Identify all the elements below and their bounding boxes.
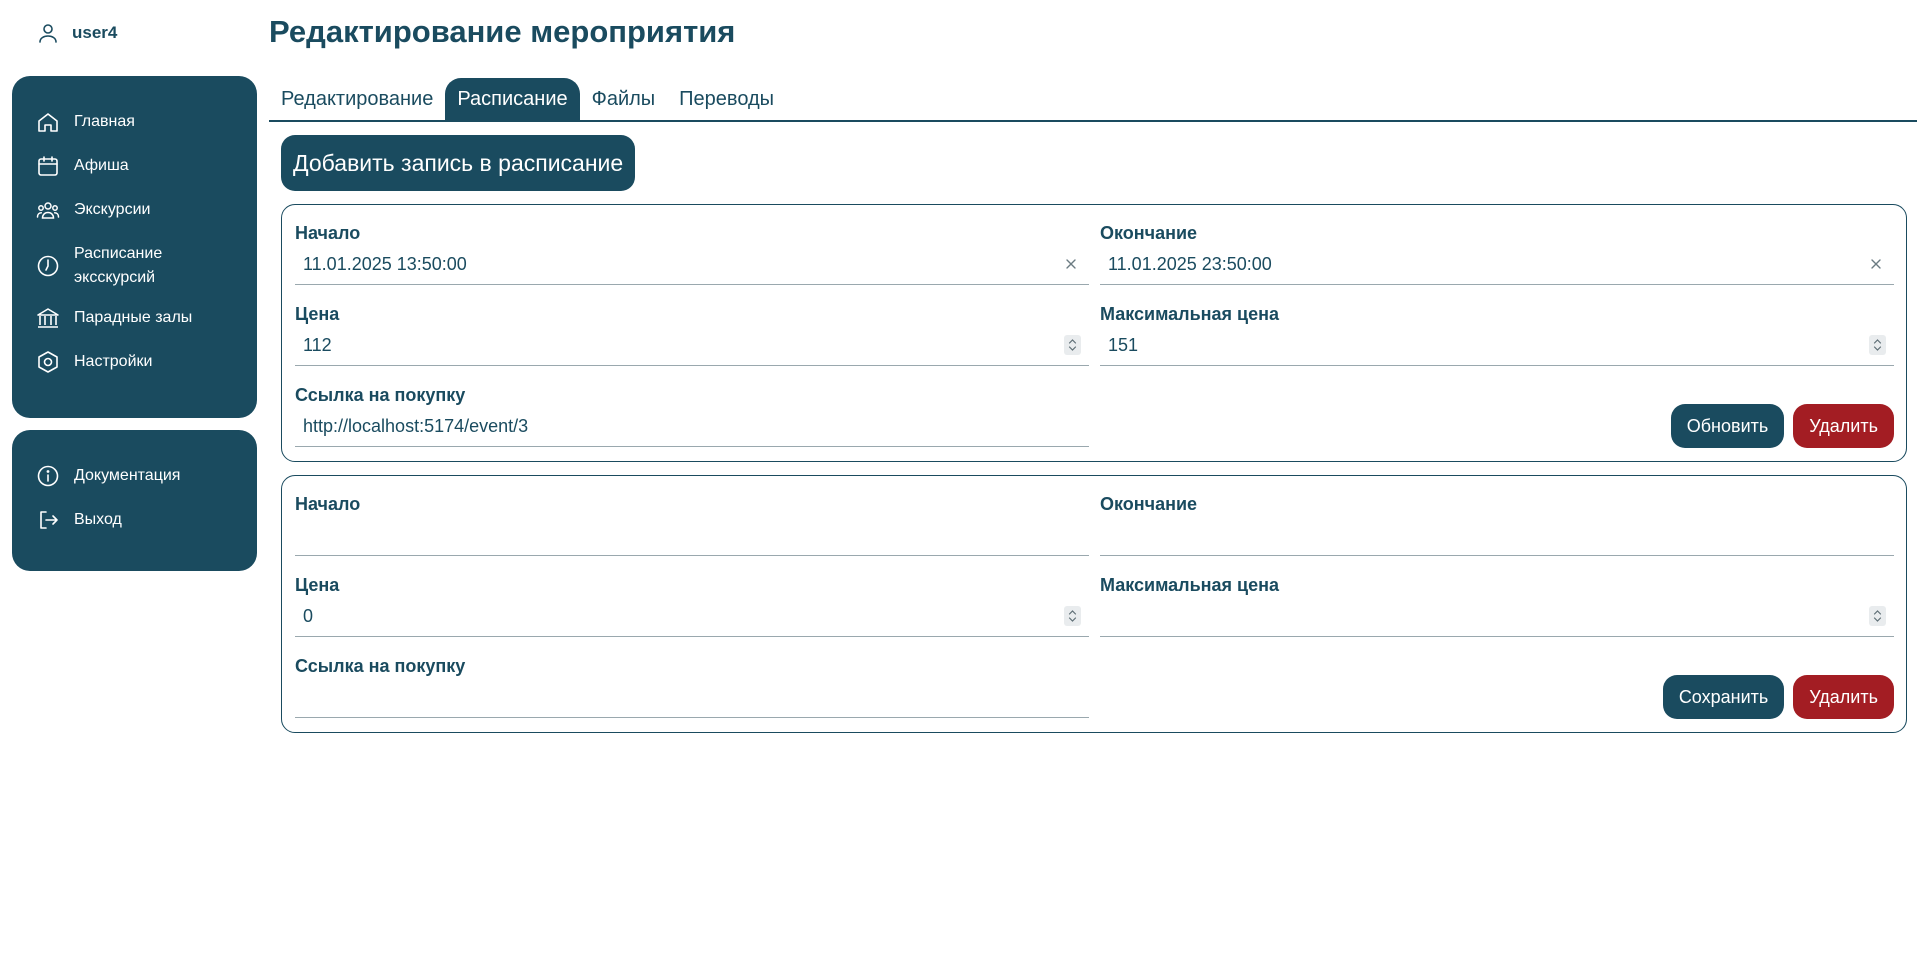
price-input[interactable]: [295, 326, 1089, 366]
clear-icon[interactable]: [1868, 256, 1884, 272]
nav-item-label: Экскурсии: [74, 201, 151, 218]
start-value: 11.01.2025 13:50:00: [303, 254, 467, 274]
group-icon: [36, 198, 60, 222]
start-input[interactable]: [295, 245, 1089, 285]
start-field: [295, 492, 1089, 556]
nav-item-excursion-schedule[interactable]: [12, 242, 257, 290]
purchase-link-input[interactable]: [295, 678, 1089, 718]
tab-files[interactable]: Файлы: [591, 87, 656, 110]
tab-bar: [269, 78, 1917, 122]
schedule-entry-card: [281, 204, 1907, 462]
end-value: 11.01.2025 23:50:00: [1108, 254, 1272, 274]
tab-translations[interactable]: Переводы: [679, 87, 775, 110]
clear-icon[interactable]: [1063, 256, 1079, 272]
purchase-link-label: Ссылка на покупку: [295, 656, 466, 676]
nav-item-halls[interactable]: [12, 306, 257, 330]
spinner-icon[interactable]: [1064, 606, 1081, 626]
nav-item-label: Настройки: [74, 353, 153, 370]
start-label: Начало: [295, 223, 361, 243]
purchase-link-field: [295, 654, 1089, 718]
spinner-icon[interactable]: [1869, 606, 1886, 626]
purchase-link-field: [295, 383, 1089, 447]
user-icon: [36, 21, 60, 45]
max-price-label: Максимальная цена: [1100, 304, 1280, 324]
nav-item-settings[interactable]: [12, 350, 257, 374]
purchase-link-value: http://localhost:5174/event/3: [303, 416, 529, 436]
price-value: 112: [303, 335, 332, 355]
main-navigation: [12, 76, 257, 418]
price-input[interactable]: [295, 597, 1089, 637]
price-label: Цена: [295, 304, 340, 324]
info-icon: [36, 464, 60, 488]
tab-edit[interactable]: Редактирование: [281, 87, 434, 110]
update-button[interactable]: Обновить: [1671, 404, 1785, 448]
spinner-icon[interactable]: [1064, 335, 1081, 355]
entry-actions: [1663, 675, 1894, 719]
user-profile[interactable]: [36, 18, 117, 48]
nav-item-afisha[interactable]: [12, 154, 257, 178]
start-input[interactable]: [295, 516, 1089, 556]
max-price-label: Максимальная цена: [1100, 575, 1280, 595]
price-field: [295, 573, 1089, 637]
clock-icon: [36, 254, 60, 278]
nav-item-label: Выход: [74, 511, 122, 528]
end-label: Окончание: [1100, 223, 1198, 243]
museum-icon: [36, 306, 60, 330]
nav-item-label: Документация: [74, 467, 181, 484]
nav-item-excursions[interactable]: [12, 198, 257, 222]
nav-item-home[interactable]: [12, 110, 257, 134]
home-icon: [36, 110, 60, 134]
end-field: [1100, 221, 1894, 285]
calendar-icon: [36, 154, 60, 178]
nav-item-label: Парадные залы: [74, 309, 193, 326]
user-name: user4: [72, 23, 118, 42]
nav-item-logout[interactable]: [12, 508, 257, 532]
save-button[interactable]: Сохранить: [1663, 675, 1784, 719]
end-input[interactable]: [1100, 516, 1894, 556]
start-field: [295, 221, 1089, 285]
end-label: Окончание: [1100, 494, 1198, 514]
start-label: Начало: [295, 494, 361, 514]
schedule-entry-card: [281, 475, 1907, 733]
settings-icon: [36, 350, 60, 374]
max-price-field: [1100, 302, 1894, 366]
purchase-link-label: Ссылка на покупку: [295, 385, 466, 405]
max-price-value: 151: [1108, 335, 1139, 355]
max-price-field: [1100, 573, 1894, 637]
delete-button[interactable]: Удалить: [1793, 675, 1894, 719]
end-input[interactable]: [1100, 245, 1894, 285]
price-field: [295, 302, 1089, 366]
page-title: Редактирование мероприятия: [269, 14, 736, 49]
nav-item-label: Расписание эксскурсий: [74, 245, 163, 286]
add-schedule-entry-button[interactable]: Добавить запись в расписание: [281, 135, 635, 191]
nav-item-label: Главная: [74, 113, 135, 130]
entry-actions: [1671, 404, 1894, 448]
nav-item-label: Афиша: [74, 157, 129, 174]
spinner-icon[interactable]: [1869, 335, 1886, 355]
max-price-input[interactable]: [1100, 326, 1894, 366]
purchase-link-input[interactable]: [295, 407, 1089, 447]
delete-button[interactable]: Удалить: [1793, 404, 1894, 448]
logout-icon: [36, 508, 60, 532]
price-label: Цена: [295, 575, 340, 595]
end-field: [1100, 492, 1894, 556]
price-value: 0: [303, 606, 314, 626]
tab-schedule[interactable]: Расписание: [445, 78, 579, 120]
max-price-input[interactable]: [1100, 597, 1894, 637]
nav-item-documentation[interactable]: [12, 464, 257, 488]
secondary-navigation: [12, 430, 257, 571]
